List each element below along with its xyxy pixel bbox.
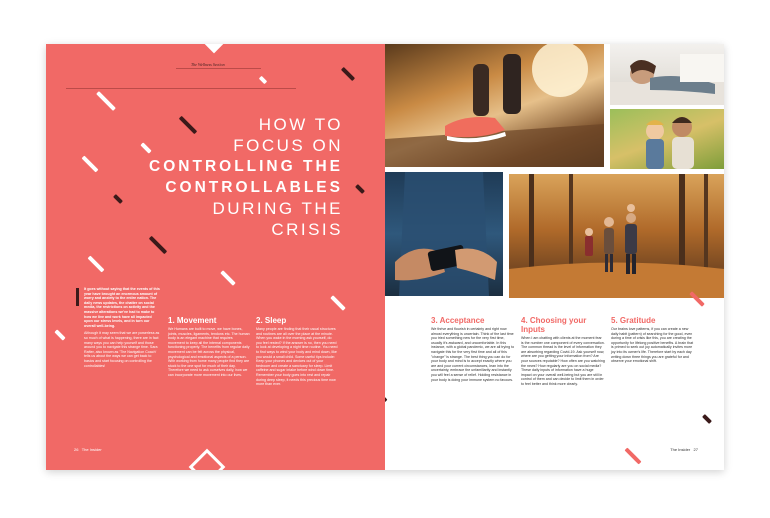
top-diamond-decoration xyxy=(203,44,226,53)
gratitude-heading: 5. Gratitude xyxy=(611,316,656,325)
decor-bar xyxy=(82,156,99,173)
intro-column xyxy=(84,287,160,371)
running-shoes-illustration xyxy=(385,44,604,167)
title-line: FOCUS ON xyxy=(233,136,343,155)
sleep-text: Many people are finding that their usual structures and routines are all over the place at the minute. When you wake in the morning ask yourself, do you feel rested? If the answer is no, then you need to look at developing a night time routine. You need to find ways to wind your body and mind down, like you would a small child. Some useful tips include: Keep your phones and devices out of your bedroom and create a sanctuary for sleep. Limit caffeine and sugar intake before wind down time. Remember your body goes into rest and repair during deep sleep, it needs this precious time now more than ever. xyxy=(256,327,338,387)
phone-in-hands-illustration xyxy=(385,172,503,296)
bottom-diamond-decoration xyxy=(189,449,226,470)
decor-bar xyxy=(54,329,65,340)
woman-resting-photo xyxy=(610,44,724,105)
page-number: 27 xyxy=(693,447,698,452)
inputs-heading: 4. Choosing your Inputs xyxy=(521,316,587,334)
title-line: HOW TO xyxy=(258,115,343,134)
intro-marker xyxy=(76,288,79,306)
decor-bar xyxy=(385,386,387,403)
autumn-family-walk-illustration xyxy=(509,174,724,298)
decor-bar xyxy=(220,270,236,286)
acceptance-column xyxy=(431,316,515,382)
decor-bar xyxy=(341,67,355,81)
section-label: The Wellness Section xyxy=(191,62,225,67)
family-outdoor-photo xyxy=(610,109,724,169)
left-page xyxy=(46,44,385,470)
folio-right xyxy=(670,447,698,452)
movement-heading: 1. Movement xyxy=(168,316,217,325)
decor-bar xyxy=(625,448,642,465)
magazine-name: The Insider xyxy=(81,447,102,452)
decor-bar xyxy=(330,295,346,311)
intro-lead: It goes without saying that the events of this year have brought an enormous amount of worry and anxiety to the entire nation. The daily news updates, the chatter on social media, the restrictions on activity and the massive alterations we've had to make to how we live and work have all impacted upon our stress levels, and in turn our overall well-being. xyxy=(84,287,160,328)
magazine-name: The Insider xyxy=(670,447,691,452)
woman-resting-illustration xyxy=(610,44,724,105)
gratitude-text: Our brains love patterns, if you can create a new daily habit (pattern) of searching for the good, even during a time of crisis like this, you are creating the opportunity for lifelong positive benefits. A brain that is primed to seek out joy automatically invites more joy into its owner's life. Therefore start by each day writing down three things you are grateful for and observe your emotional shift. xyxy=(611,327,694,364)
title-line: CONTROLLING THE xyxy=(149,158,343,175)
gratitude-column xyxy=(611,316,695,364)
title-line: CRISIS xyxy=(271,220,343,239)
sleep-heading: 2. Sleep xyxy=(256,316,287,325)
title-line: CONTROLLABLES xyxy=(165,179,343,196)
acceptance-text: We thrive and flourish in certainty and right now almost everything is uncertain. Think of the last time you tried something new for the very first time, usually it's awkward, and uncomfortable. In this instance, with a global pandemic, we are all trying to navigate this for the very first time and all of this "change" is strange. The best thing you can do for your body and mind is to accept exactly where you are and your current circumstances, lean into the uncertainty, embrace the unfamiliarity and instantly you will feel a sense of relief. Holding resistance in your body is doing your immune system no favours. xyxy=(431,327,515,382)
running-shoes-photo xyxy=(385,44,604,167)
sleep-column xyxy=(256,316,338,390)
magazine-spread xyxy=(46,44,724,470)
decor-bar xyxy=(259,76,267,84)
decor-bar xyxy=(702,414,712,424)
title-line: DURING THE xyxy=(212,199,343,218)
decor-bar xyxy=(88,256,105,273)
header-rule xyxy=(66,88,296,89)
folio-left xyxy=(74,447,102,452)
inputs-column xyxy=(521,316,605,387)
page-number: 26 xyxy=(74,447,79,452)
phone-in-hands-photo xyxy=(385,172,503,296)
movement-text: We Humans are built to move, we have bones, joints, muscles, ligaments, tendons etc. The human body is an elegant machine that requires movement to keep all the internal components functioning properly. The benefits from regular daily movement can be felt across the physical, psychological and emotional aspects of a person. With working from home many people find they are stuck to the one spot for much of their day. Therefore we need to ask ourselves daily, how we can incorporate more movement into our lives. xyxy=(168,327,250,377)
movement-column xyxy=(168,316,250,381)
acceptance-heading: 3. Acceptance xyxy=(431,316,485,325)
decor-bar xyxy=(96,91,116,111)
decor-bar xyxy=(113,194,123,204)
intro-body: Although it may seem that we are powerless as so much of what is happening, there are in fact many ways you can help yourself and those around you to navigate this strange time. Sara Rafter, also known as 'The Navigation Coach' tells us about the ways we can get back to basics and start focusing on controlling the controllables! xyxy=(84,331,160,368)
right-page xyxy=(385,44,724,470)
decor-bar xyxy=(355,184,365,194)
inputs-text: When I am chatting with clients at the moment fear is the number one component of every conversation. The common thread is the level of information they are absorbing regarding Covid-19. Ask yourself now, where are you getting your information from? Are your sources reputable? How often are you watching the news? How regularly are you on social media? These daily inputs of information have a huge impact on your overall well-being but you are still in control of them and can decide to limit them in order to feel better and think more clearly. xyxy=(521,336,605,386)
autumn-family-walk-photo xyxy=(509,174,724,298)
article-title xyxy=(149,114,343,240)
section-rule xyxy=(176,68,261,69)
family-outdoor-illustration xyxy=(610,109,724,169)
